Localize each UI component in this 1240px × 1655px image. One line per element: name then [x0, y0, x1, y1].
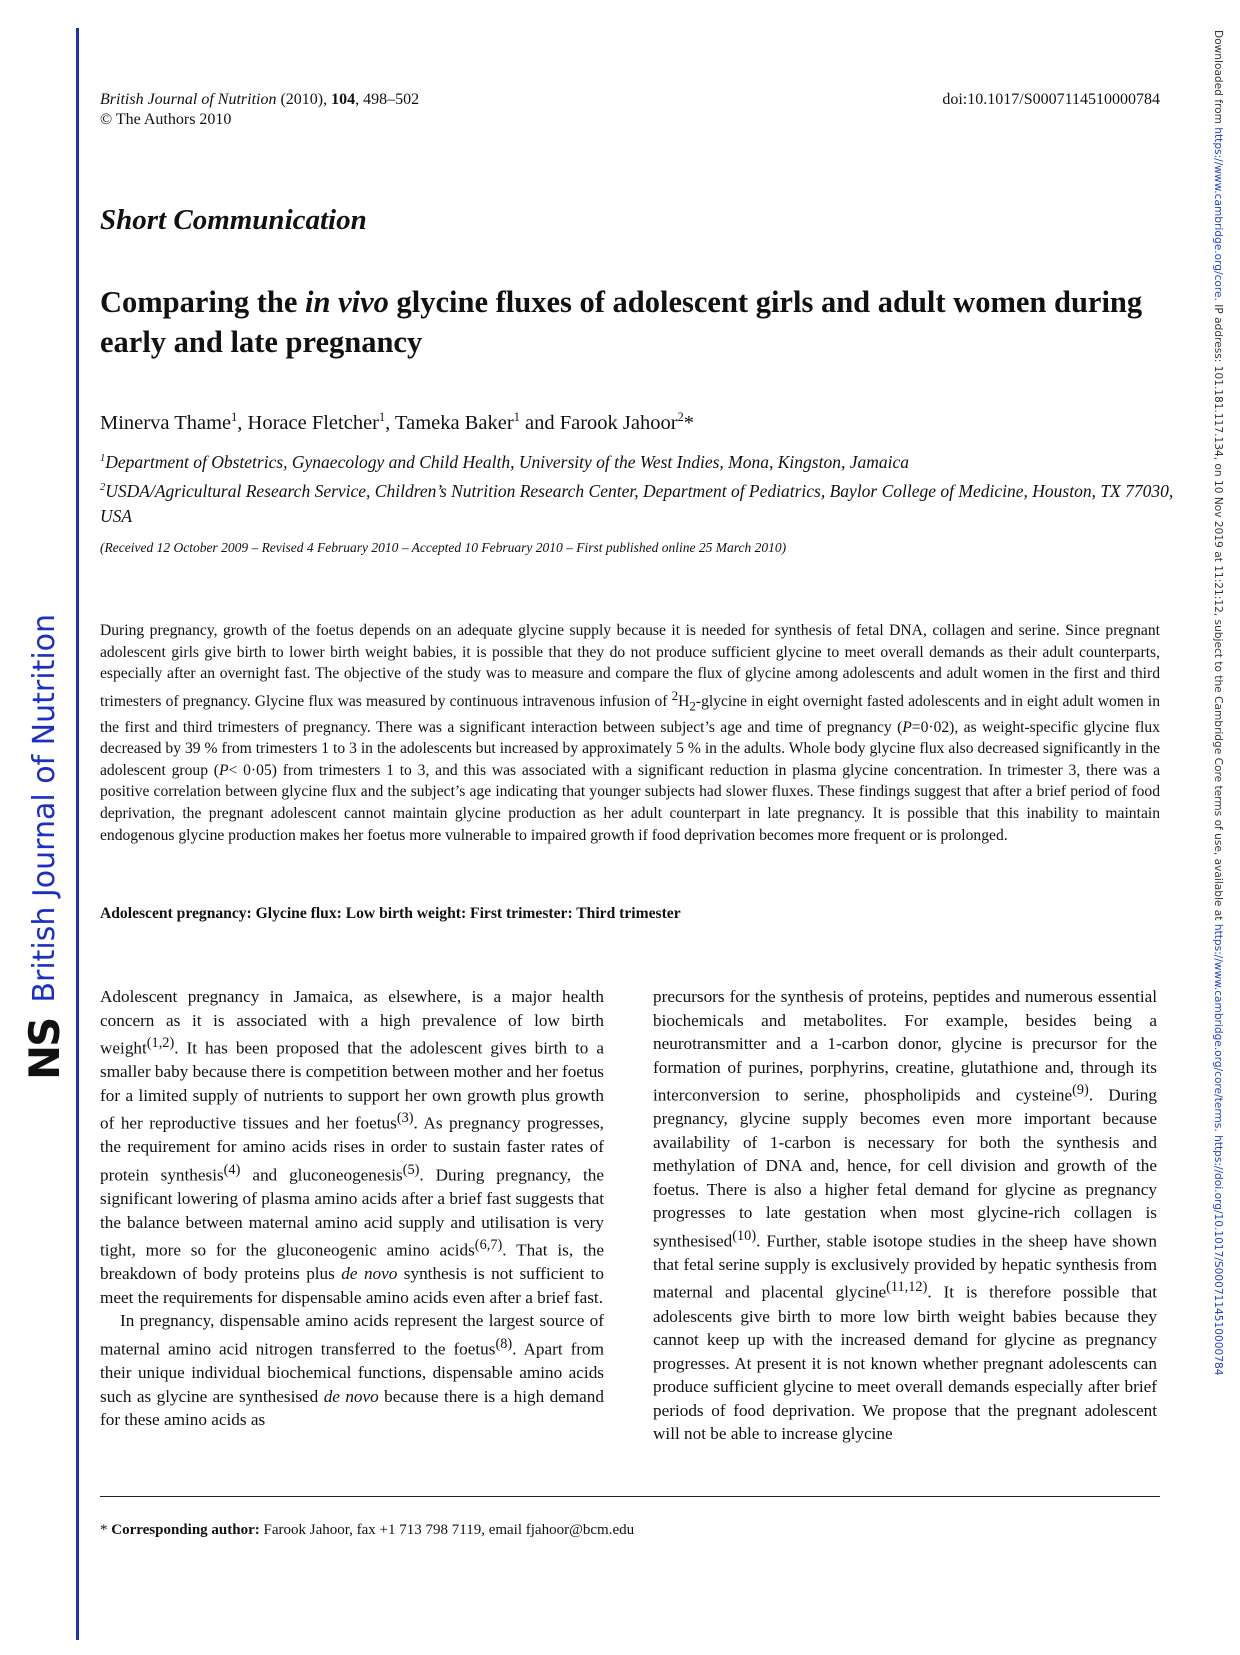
- author: Tameka Baker$^1$ and: [395, 410, 560, 434]
- journal-name: British Journal of Nutrition: [100, 91, 277, 108]
- author-list: [100, 410, 694, 435]
- received-dates: (Received 12 October 2009 – Revised 4 February 2010 – Accepted 10 February 2010 – First published online 25 March 2010): [100, 540, 787, 555]
- affiliation: $^2$USDA/Agricultural Research Service, Children’s Nutrition Research Center, Department of Pediatrics, Baylor College of Medicine, Houston, TX 77030, USA: [100, 480, 1174, 526]
- journal-side-title: British Journal of Nutrition: [26, 613, 62, 1003]
- download-notice: Downloaded from https://www.cambridge.org/core. IP address: 101.181.117.134, on 10 Nov 2019 at 11:21:12, subject to the Cambridge Core terms of use, available at https://www.cambridge.org/core/terms. https://doi.org/10.1017/S0007114510000784: [1212, 30, 1224, 1376]
- body-column-left: [100, 985, 604, 1432]
- terms-link[interactable]: https://www.cambridge.org/core/terms: [1212, 923, 1224, 1129]
- volume: 104: [331, 91, 356, 108]
- doi: doi:10.1017/S0007114510000784: [942, 91, 1160, 108]
- footnote-divider: [100, 1496, 1160, 1497]
- keywords: Adolescent pregnancy: Glycine flux: Low birth weight: First trimester: Third trimester: [100, 905, 681, 922]
- corresponding-author-footnote: * Corresponding author: Farook Jahoor, fax +1 713 798 7119, email fjahoor@bcm.edu: [100, 1522, 635, 1538]
- doi-link[interactable]: https://doi.org/10.1017/S0007114510000784: [1212, 1135, 1224, 1376]
- citation-header: British Journal of Nutrition (2010), 104, 498–502 © The Authors 2010: [100, 91, 420, 128]
- paper-title: Comparing the in vivo glycine fluxes of adolescent girls and adult women during early and late pregnancy: [100, 285, 1143, 359]
- body-paragraph: Adolescent pregnancy in Jamaica, as elsewhere, is a major health concern as it is associated with a high prevalence of low birth weight$^{(1,2)}$. It has been proposed that the adolescent gives birth to a smaller baby because there is competition between mother and her foetus for a limited supply of nutrients to support her own growth plus growth of her reproductive tissues and her foetus$^{(3)}$. As pregnancy progresses, the requirement for amino acids rises in order to sustain faster rates of protein synthesis$^{(4)}$ and gluconeogenesis$^{(5)}$. During pregnancy, the significant lowering of plasma amino acids after a brief fast suggests that the balance between maternal amino acid supply and utilisation is very tight, more so for the gluconeogenic amino acids$^{(6,7)}$. That is, the breakdown of body proteins plus de novo synthesis is not sufficient to meet the requirements for dispensable amino acids even after a brief fast.: [100, 987, 604, 1307]
- author: Minerva Thame$^1$,: [100, 410, 248, 434]
- copyright: © The Authors 2010: [100, 111, 232, 128]
- journal-side-rule: [76, 28, 79, 1640]
- section-type: Short Communication: [100, 204, 367, 236]
- abstract: During pregnancy, growth of the foetus depends on an adequate glycine supply because it is needed for synthesis of fetal DNA, collagen and serine. Since pregnant adolescent girls give birth to lower birth weight babies, it is possible that they do not produce sufficient glycine to meet overall demands as their adult counterparts, especially after an overnight fast. The objective of the study was to measure and compare the flux of glycine among adolescents and adult women in the first and third trimesters of pregnancy. Glycine flux was measured by continuous intravenous infusion of $^2H_2$-glycine in eight overnight fasted adolescents and in eight adult women in the first and third trimesters of pregnancy. There was a significant interaction between subject’s age and time of pregnancy (P=0·02), as weight-specific glycine flux decreased by 39 % from trimesters 1 to 3 in the adolescents but increased by approximately 5 % in the adults. Whole body glycine flux also decreased significantly in the adolescent group (P< 0·05) from trimesters 1 to 3, and this was associated with a significant reduction in plasma glycine concentration. In trimester 3, there was a positive correlation between glycine flux and the subject’s age indicating that younger subjects had slower fluxes. These findings suggest that after a brief period of food deprivation, the pregnant adolescent cannot maintain glycine production as her adult counterpart in late pregnancy. It is possible that this inability to maintain endogenous glycine production makes her foetus more vulnerable to impaired growth if food deprivation becomes more frequent or is prolonged.: [100, 622, 1160, 844]
- journal-logo: [19, 520, 69, 1080]
- author: Farook Jahoor$^2$*: [559, 410, 694, 434]
- body-paragraph: precursors for the synthesis of proteins, peptides and numerous essential biochemicals and metabolites. For example, besides being a neurotransmitter and a 1-carbon donor, glycine is precursor for the formation of purines, porphyrins, creatine, glutathione and, through its interconversion to serine, phospholipids and cysteine$^{(9)}$. During pregnancy, glycine supply becomes even more important because availability of 1-carbon is necessary for both the synthesis and methylation of DNA and, hence, for cell division and growth of the foetus. There is also a higher fetal demand for glycine as pregnancy progresses to late gestation when most glycine-rich collagen is synthesised$^{(10)}$. Further, stable isotope studies in the sheep have shown that fetal serine supply is exclusively provided by hepatic synthesis from maternal and placental glycine$^{(11,12)}$. It is therefore possible that adolescents give birth to more low birth weight babies because they cannot keep up with the increased demand for glycine as pregnancy progresses. At present it is not known whether pregnant adolescents can produce sufficient glycine to meet overall demands especially after brief periods of food deprivation. We propose that the pregnant adolescent will not be able to increase glycine: [653, 987, 1157, 1444]
- cambridge-core-link[interactable]: https://www.cambridge.org/core: [1212, 127, 1224, 298]
- author: Horace Fletcher$^1$,: [247, 410, 396, 434]
- affiliation: $^1$Department of Obstetrics, Gynaecology and Child Health, University of the West Indies, Mona, Kingston, Jamaica: [100, 451, 910, 472]
- affiliations: [100, 446, 1180, 529]
- body-paragraph: In pregnancy, dispensable amino acids represent the largest source of maternal amino acid nitrogen transferred to the foetus$^{(8)}$. Apart from their unique individual biochemical functions, dispensable amino acids such as glycine are synthesised de novo because there is a high demand for these amino acids as: [100, 1311, 604, 1430]
- ns-logo-mark: NS: [19, 1018, 69, 1080]
- body-column-right: [653, 985, 1157, 1446]
